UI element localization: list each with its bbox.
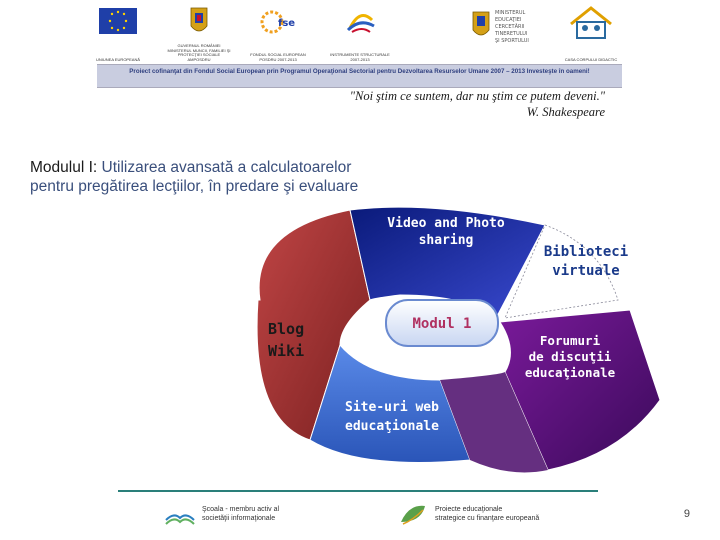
forumuri-label-2: de discuţii: [528, 349, 612, 364]
center-label: Modul 1: [412, 316, 472, 332]
svg-text:TINERETULUI: TINERETULUI: [495, 31, 528, 37]
svg-text:CERCETĂRII: CERCETĂRII: [495, 24, 525, 30]
video-photo-label-2: sharing: [418, 233, 474, 248]
footer-right-line1: Proiecte educaţionale: [435, 506, 503, 513]
video-photo-label-1: Video and Photo: [387, 216, 505, 231]
footer-right-line2: strategice cu finanţare europeană: [435, 515, 540, 522]
footer-left-line1: Şcoala - membru activ al: [202, 506, 280, 513]
footer-divider: [118, 490, 598, 492]
open-book-icon: [162, 500, 198, 528]
footer-logo-left: [162, 500, 312, 528]
forumuri-label-1: Forumuri: [539, 333, 601, 348]
site-uri-label-2: educaţionale: [345, 419, 439, 434]
module-prefix: Modulul I:: [30, 159, 102, 176]
page-number: 9: [683, 508, 690, 520]
guvern-caption: GUVERNUL ROMÂNIEI MINISTERUL MUNCII, FAMILIEI ŞI PROTECŢIEI SOCIALE AMPOSDRU: [167, 43, 231, 62]
module-title-part2: pentru pregătirea lecţiilor, în predare şi evaluare: [30, 178, 359, 195]
svg-text:EDUCAŢIEI: EDUCAŢIEI: [495, 17, 522, 23]
biblioteci-label-2: virtuale: [552, 263, 620, 279]
blog-label: Blog: [268, 320, 305, 338]
site-uri-label-1: Site-uri web: [345, 400, 439, 415]
instrumente-caption: INSTRUMENTE STRUCTURALE 2007-2013: [330, 52, 390, 62]
biblioteci-label-1: Biblioteci: [543, 244, 629, 260]
wiki-label: Wiki: [268, 342, 305, 360]
footer-left-line2: societăţii informaţionale: [202, 515, 276, 522]
funding-banner-text: Proiect cofinanţat din Fondul Social European prin Programul Operaţional Sectorial pentru Dezvoltarea Resurselor Umane 2007 – 2013 Investeşte în oameni!: [129, 68, 590, 75]
leaf-icon: [395, 500, 431, 528]
quote-author: W. Shakespeare: [526, 105, 605, 119]
svg-text:MINISTERUL: MINISTERUL: [495, 10, 526, 16]
eu-caption: UNIUNEA EUROPEANĂ: [95, 56, 140, 62]
forumuri-label-3: educaţionale: [524, 365, 616, 380]
quote-text: "Noi ştim ce suntem, dar nu ştim ce putem deveni.": [349, 89, 605, 103]
footer-logo-right: [395, 500, 565, 528]
module-title-part1: Utilizarea avansată a calculatoarelor: [101, 159, 352, 176]
fse-caption: FONDUL SOCIAL EUROPEAN POSDRU 2007-2013: [250, 52, 306, 62]
ccd-caption: CASA CORPULUI DIDACTIC: [564, 56, 618, 62]
svg-text:fse: fse: [278, 18, 296, 29]
svg-text:ŞI SPORTULUI: ŞI SPORTULUI: [495, 38, 529, 44]
